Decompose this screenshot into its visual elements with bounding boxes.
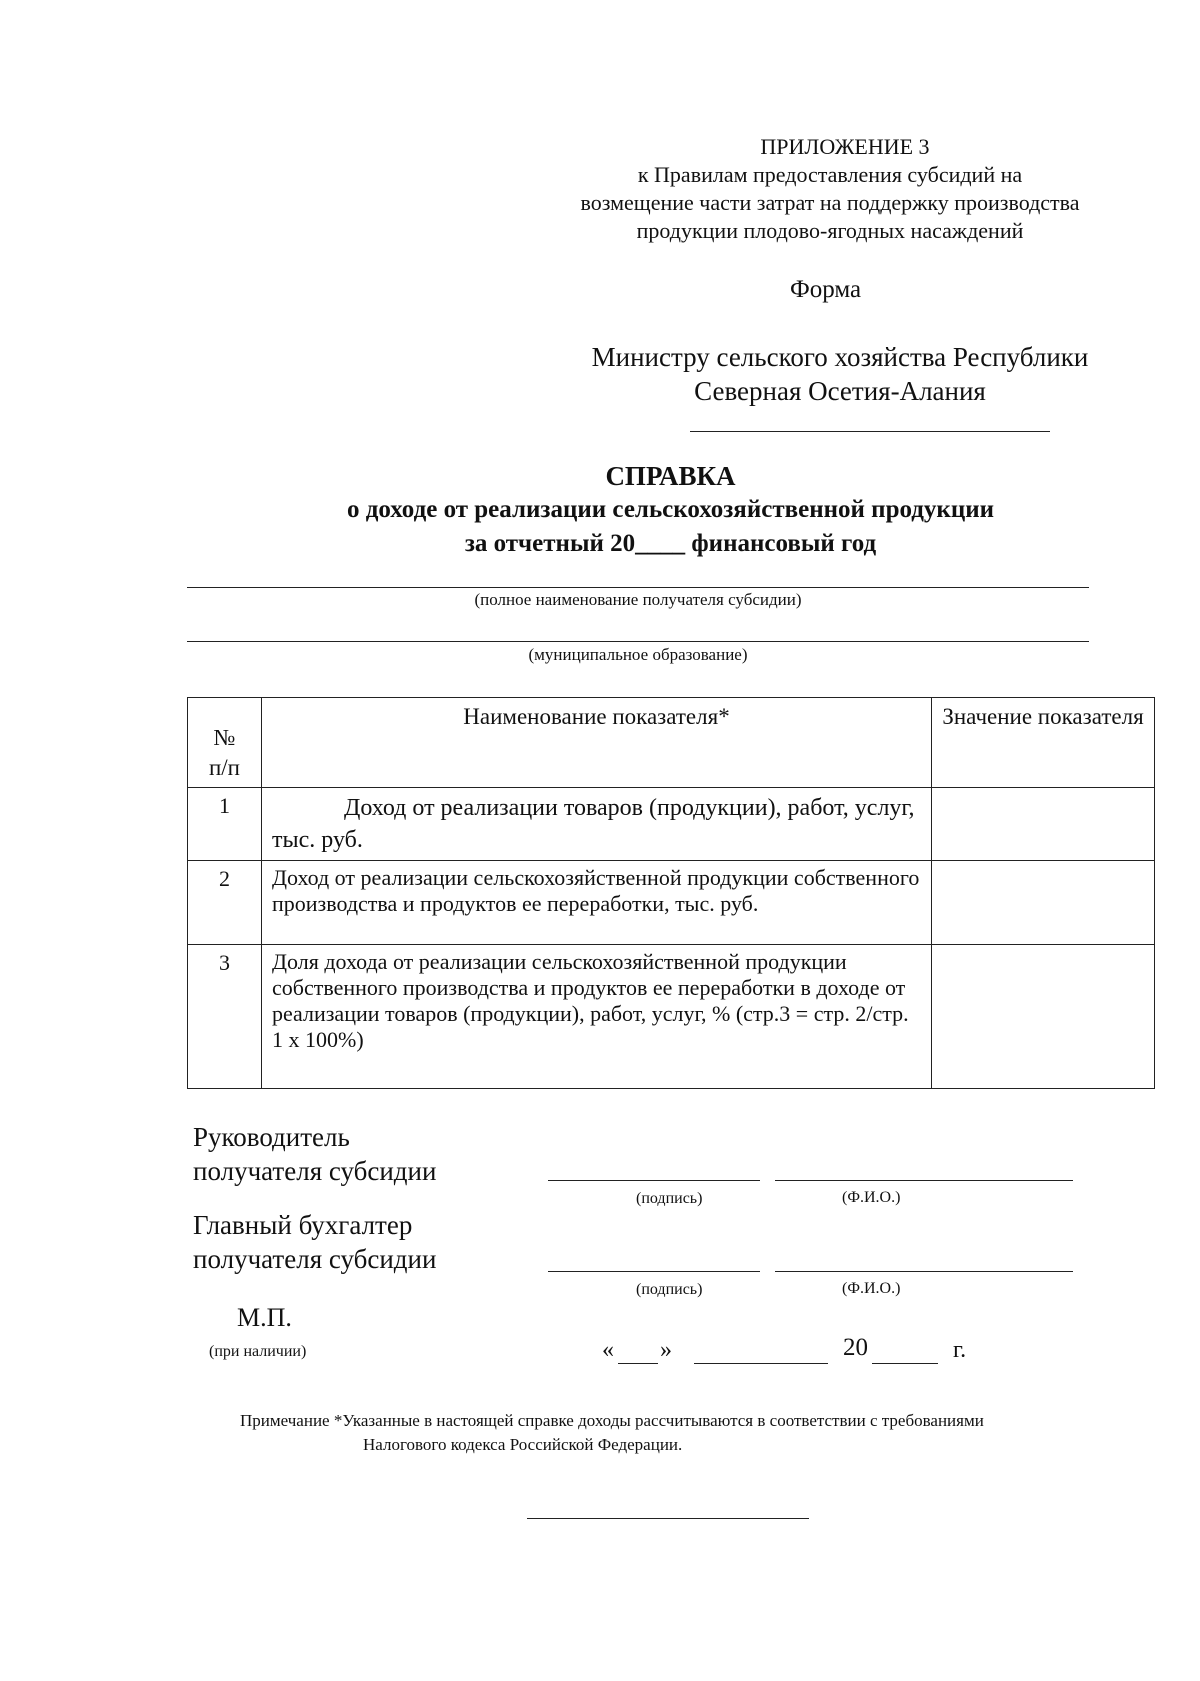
header-num: [188, 698, 262, 788]
recipient-name-line[interactable]: [187, 587, 1089, 588]
row-value[interactable]: [932, 945, 1155, 1089]
date-year-prefix: 20: [843, 1334, 868, 1361]
end-divider: [527, 1518, 809, 1519]
addressee-line-1: Министру сельского хозяйства Республики: [591, 342, 1089, 372]
accountant-signature-caption: (подпись): [636, 1281, 703, 1298]
date-month-line[interactable]: [694, 1363, 828, 1364]
date-year-line[interactable]: [872, 1363, 938, 1364]
accountant-fio-line[interactable]: [775, 1271, 1073, 1272]
footnote: [240, 1409, 1140, 1457]
header-value: Значение показателя: [932, 698, 1155, 788]
appendix-number: ПРИЛОЖЕНИЕ 3: [760, 134, 930, 159]
head-label-line-2: получателя субсидии: [193, 1156, 437, 1186]
stamp-note: (при наличии): [209, 1343, 307, 1360]
row-name: Доход от реализации товаров (продукции), работ, услуг, тыс. руб.: [262, 788, 932, 861]
footnote-line-2: Налогового кодекса Российской Федерации.: [363, 1435, 683, 1454]
municipality-caption: (муниципальное образование): [528, 645, 748, 664]
title-line-2: о доходе от реализации сельскохозяйственной продукции: [346, 496, 995, 523]
row-name: Доход от реализации сельскохозяйственной продукции собственного производства и продуктов ее переработки, тыс. руб.: [262, 861, 932, 945]
appendix-block: [540, 133, 1120, 245]
accountant-label: [193, 1208, 436, 1276]
row-num: 3: [188, 945, 262, 1089]
table-row: [188, 788, 1155, 861]
head-fio-caption: (Ф.И.О.): [842, 1189, 901, 1206]
footnote-line-1: Примечание *Указанные в настоящей справке доходы рассчитываются в соответствии с требованиями: [240, 1411, 984, 1430]
row-num: 2: [188, 861, 262, 945]
row-num: 1: [188, 788, 262, 861]
table-row: [188, 861, 1155, 945]
addressee: [560, 340, 1120, 408]
date-year-suffix: г.: [953, 1337, 967, 1363]
title-main: СПРАВКА: [605, 461, 736, 491]
accountant-label-line-2: получателя субсидии: [193, 1244, 437, 1274]
title-line-3: за отчетный 20____ финансовый год: [464, 530, 877, 557]
header-name: Наименование показателя*: [262, 698, 932, 788]
header-num-label: № п/п: [208, 725, 240, 780]
row-name: Доля дохода от реализации сельскохозяйственной продукции собственного производства и продуктов ее переработки в доходе от реализации товаров (продукции), работ, услуг, % (стр.3 = стр. 2/стр. 1 х 100%): [262, 945, 932, 1089]
row-value[interactable]: [932, 861, 1155, 945]
form-label: Форма: [790, 276, 862, 303]
accountant-label-line-1: Главный бухгалтер: [193, 1210, 413, 1240]
accountant-fio-caption: (Ф.И.О.): [842, 1280, 901, 1297]
stamp-label: М.П.: [237, 1303, 292, 1332]
date-day-line[interactable]: [618, 1363, 658, 1364]
table-header-row: [188, 698, 1155, 788]
row-value[interactable]: [932, 788, 1155, 861]
date-close-quote: »: [660, 1337, 672, 1363]
document-title: [187, 459, 1154, 561]
recipient-caption: (полное наименование получателя субсидии): [474, 590, 802, 609]
indicators-table: [187, 697, 1155, 1089]
head-signature-line[interactable]: [548, 1180, 760, 1181]
appendix-line-3: продукции плодово-ягодных насаждений: [636, 218, 1024, 243]
accountant-signature-line[interactable]: [548, 1271, 760, 1272]
municipality-line[interactable]: [187, 641, 1089, 642]
head-signature-caption: (подпись): [636, 1190, 703, 1207]
head-label: [193, 1120, 436, 1188]
addressee-line-2: Северная Осетия-Алания: [694, 376, 986, 406]
table-row: [188, 945, 1155, 1089]
date-open-quote: «: [602, 1337, 614, 1363]
addressee-underline: [690, 431, 1050, 432]
appendix-line-2: возмещение части затрат на поддержку производства: [580, 190, 1080, 215]
appendix-line-1: к Правилам предоставления субсидий на: [637, 162, 1023, 187]
head-label-line-1: Руководитель: [193, 1122, 350, 1152]
head-fio-line[interactable]: [775, 1180, 1073, 1181]
